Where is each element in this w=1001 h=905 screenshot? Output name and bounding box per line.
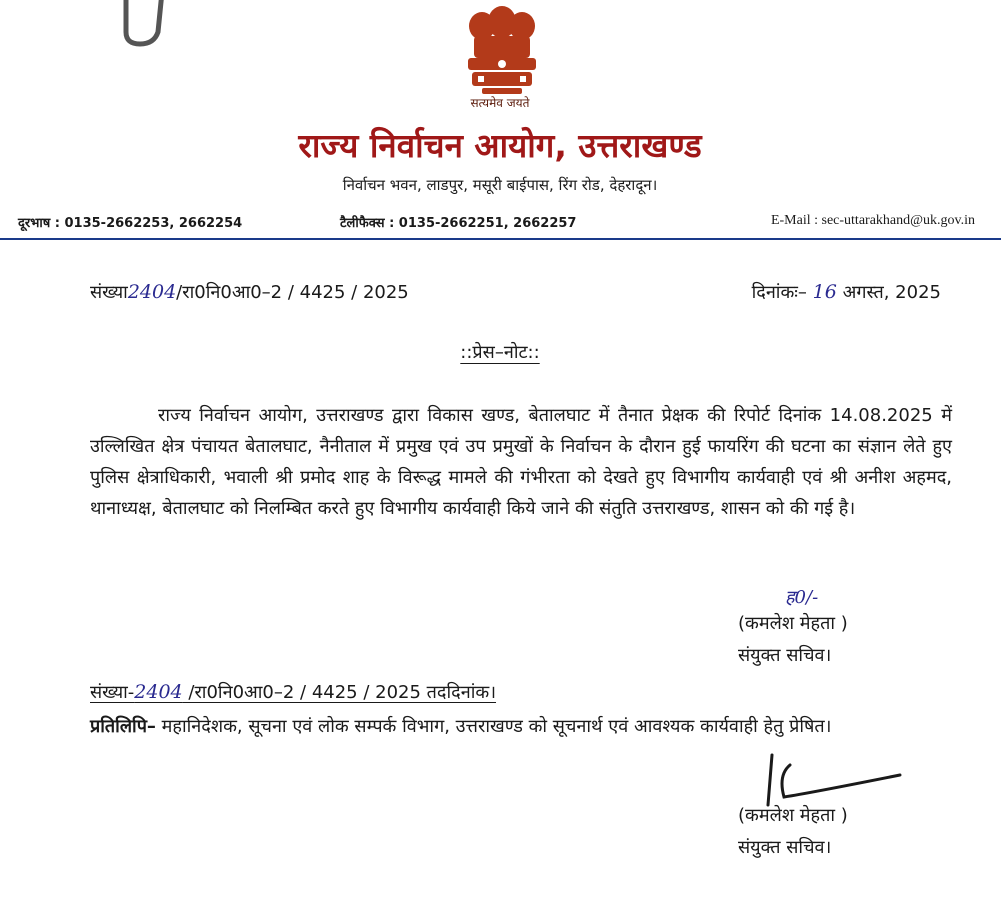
header-divider [0, 238, 1001, 240]
copy-reference-prefix: संख्या- [90, 682, 135, 703]
signatory-name-2: (कमलेश मेहता ) [738, 805, 848, 826]
national-motto: सत्यमेव जयते [470, 96, 530, 110]
copy-reference-number [90, 680, 496, 704]
reference-suffix: /रा0नि0आ0–2 / 4425 / 2025 [176, 282, 409, 303]
copy-label: प्रतिलिपि– [90, 716, 156, 737]
document-date [752, 280, 941, 304]
date-suffix: अगस्त, 2025 [842, 282, 941, 303]
signature-block-1 [738, 608, 848, 672]
organization-address: निर्वाचन भवन, लाडपुर, मसूरी बाईपास, रिंग रोड, देहरादून। [342, 176, 658, 194]
copy-handwritten-number: 2404 [134, 681, 183, 703]
body-paragraph: राज्य निर्वाचन आयोग, उत्तराखण्ड द्वारा विकास खण्ड, बेतालघाट में तैनात प्रेक्षक की रिपोर्ट दिनांक 14.08.2025 में उल्लिखित क्षेत्र पंचायत बेतालघाट, नैनीताल में प्रमुख एवं उप प्रमुखों के निर्वाचन के दौरान हुई फायरिंग की घटना का संज्ञान लेते हुए पुलिस क्षेत्राधिकारी, भवाली श्री प्रमोद शाह के विरूद्ध मामले की गंभीरता को देखते हुए विभागीय कार्यवाही एवं श्री अनीश अहमद, थानाध्यक्ष, बेतालघाट को निलम्बित करते हुए विभागीय कार्यवाही किये जाने की संतुति उत्तराखण्ड, शासन को की गई है। [90, 405, 952, 519]
reference-prefix: संख्या [90, 282, 128, 303]
copy-paragraph [90, 712, 952, 742]
paper-clip-icon [118, 0, 170, 52]
signatory-designation: संयुक्त सचिव। [738, 645, 832, 666]
email-address: E-Mail : sec-uttarakhand@uk.gov.in [770, 213, 975, 228]
reference-number [90, 280, 409, 304]
press-note-heading: ::प्रेस–नोट:: [460, 342, 540, 363]
signature-block-2 [738, 800, 848, 864]
handwritten-day: 16 [812, 281, 837, 303]
signatory-designation-2: संयुक्त सचिव। [738, 837, 832, 858]
copy-reference-suffix: /रा0नि0आ0–2 / 4425 / 2025 तददिनांक। [182, 682, 497, 703]
organization-name: राज्य निर्वाचन आयोग, उत्तराखण्ड [298, 126, 702, 165]
date-prefix: दिनांकः– [751, 282, 807, 303]
handwritten-reference-number: 2404 [127, 281, 177, 303]
signatory-name: (कमलेश मेहता ) [738, 613, 848, 634]
phone-number: दूरभाष : 0135-2662253, 2662254 [18, 216, 243, 231]
fax-number: टैलीफैक्स : 0135-2662251, 2662257 [340, 216, 577, 231]
copy-text: महानिदेशक, सूचना एवं लोक सम्पर्क विभाग, उत्तराखण्ड को सूचनार्थ एवं आवश्यक कार्यवाही हेतु प्रेषित। [155, 716, 832, 737]
signature-scribble: ह0/- [785, 587, 819, 608]
